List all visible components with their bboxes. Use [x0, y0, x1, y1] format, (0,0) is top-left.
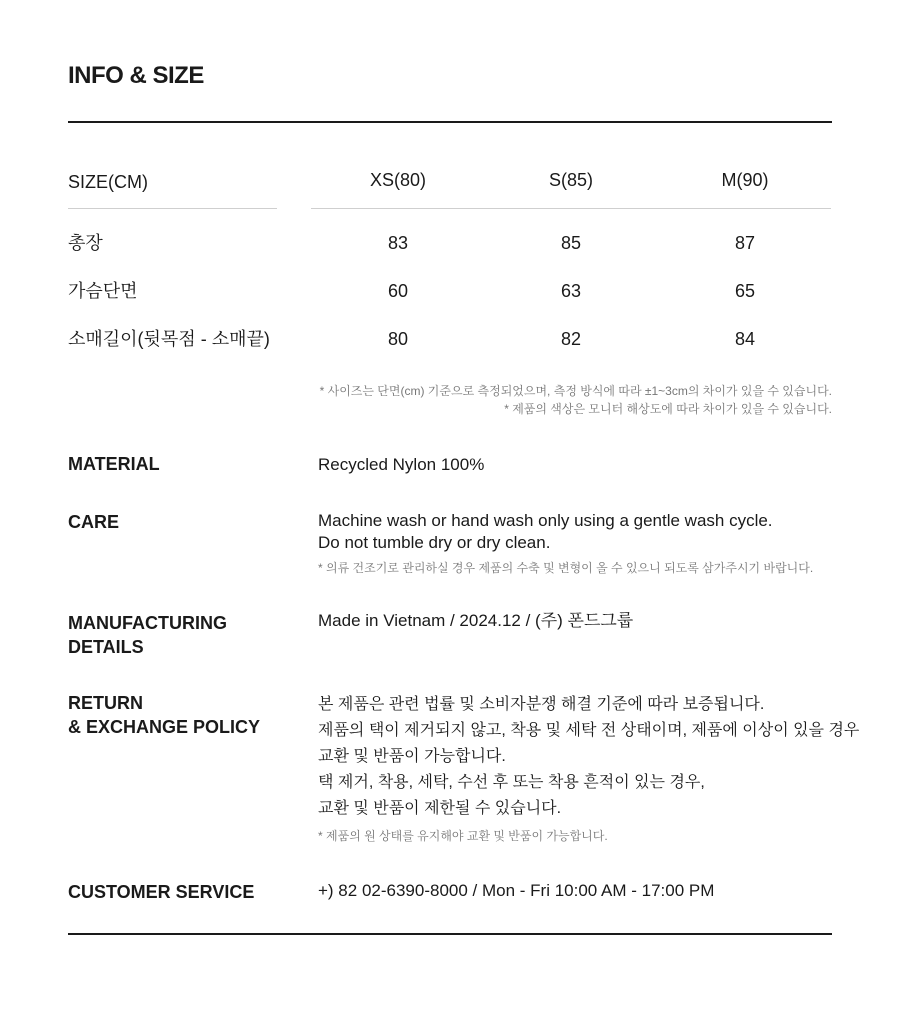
material-value	[318, 454, 832, 476]
size-column-m: M(90)	[721, 170, 769, 190]
return-policy-line: 교환 및 반품이 가능합니다.	[318, 748, 506, 765]
size-cell: 85	[560, 233, 582, 253]
return-policy-line: 택 제거, 착용, 세탁, 수선 후 또는 착용 흔적이 있는 경우,	[318, 774, 705, 791]
size-header-underline-right	[311, 208, 831, 209]
size-note-measurement: * 사이즈는 단면(cm) 기준으로 측정되었으며, 측정 방식에 따라 ±1~3cm의 차이가 있을 수 있습니다.	[319, 384, 832, 398]
material-text: Recycled Nylon 100%	[318, 455, 485, 474]
manufacturing-text: Made in Vietnam / 2024.12 / (주) 폰드그룹	[318, 611, 634, 630]
return-policy-line: 교환 및 반품이 제한될 수 있습니다.	[318, 800, 562, 817]
size-cell: 65	[734, 281, 756, 301]
size-cell: 60	[387, 281, 409, 301]
material-label: MATERIAL	[68, 454, 160, 474]
size-cell: 80	[387, 329, 409, 349]
return-policy-note: * 제품의 원 상태를 유지해야 교환 및 반품이 가능합니다.	[318, 829, 608, 843]
return-policy-value	[318, 692, 860, 845]
size-cell: 87	[734, 233, 756, 253]
size-row-label-length: 총장	[68, 233, 103, 253]
manufacturing-label	[68, 611, 298, 659]
care-line: Do not tumble dry or dry clean.	[318, 533, 551, 552]
care-label: CARE	[68, 512, 120, 532]
return-policy-line: 본 제품은 관련 법률 및 소비자분쟁 해결 기준에 따라 보증됩니다.	[318, 696, 765, 713]
manufacturing-label-line: MANUFACTURING	[68, 613, 227, 633]
customer-service-label: CUSTOMER SERVICE	[68, 882, 255, 902]
manufacturing-label-line: DETAILS	[68, 637, 144, 657]
care-value	[318, 510, 832, 577]
top-divider	[68, 121, 832, 123]
size-note-color: * 제품의 색상은 모니터 해상도에 따라 차이가 있을 수 있습니다.	[504, 402, 832, 416]
size-column-xs: XS(80)	[369, 170, 427, 190]
size-cell: 82	[560, 329, 582, 349]
bottom-divider	[68, 933, 832, 935]
care-line: Machine wash or hand wash only using a gentle wash cycle.	[318, 511, 773, 530]
return-policy-line: 제품의 택이 제거되지 않고, 착용 및 세탁 전 상태이며, 제품에 이상이 있을 경우	[318, 722, 860, 739]
customer-service-text: +) 82 02-6390-8000 / Mon - Fri 10:00 AM - 17:00 PM	[318, 881, 715, 900]
size-notes	[320, 382, 832, 418]
size-column-s: S(85)	[548, 170, 593, 190]
care-note: * 의류 건조기로 관리하실 경우 제품의 수축 및 변형이 올 수 있으니 되도록 삼가주시기 바랍니다.	[318, 561, 814, 575]
size-cell: 63	[560, 281, 582, 301]
size-header-label: SIZE(CM)	[68, 172, 148, 192]
return-policy-label-line: RETURN	[68, 693, 143, 713]
page-title: INFO & SIZE	[68, 62, 204, 89]
size-row-label-chest: 가슴단면	[68, 281, 138, 301]
customer-service-value	[318, 880, 832, 902]
size-cell: 84	[734, 329, 756, 349]
size-row-label-sleeve: 소매길이(뒷목점 - 소매끝)	[68, 329, 270, 349]
return-policy-label	[68, 691, 298, 739]
size-cell: 83	[387, 233, 409, 253]
size-header-underline-left	[68, 208, 277, 209]
return-policy-label-line: & EXCHANGE POLICY	[68, 717, 261, 737]
manufacturing-value	[318, 610, 832, 632]
